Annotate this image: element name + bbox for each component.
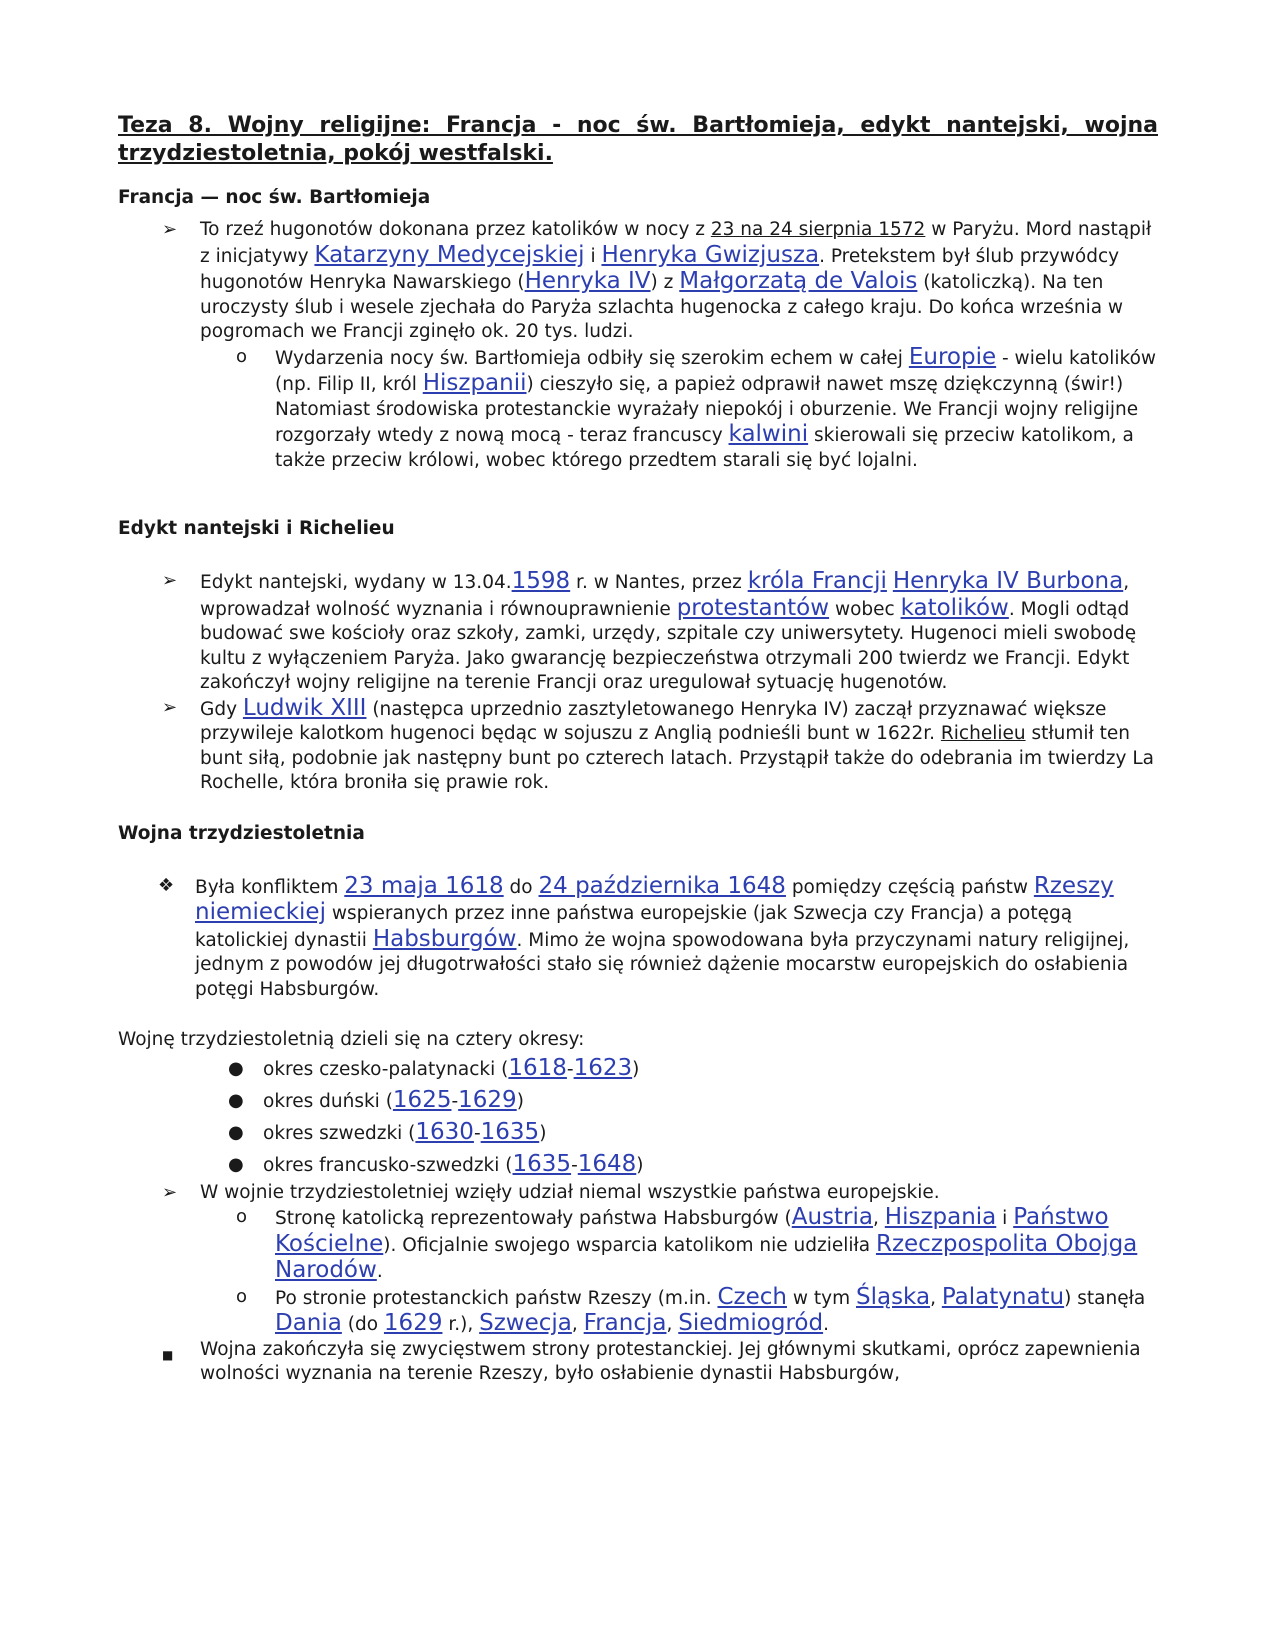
link-francja[interactable]: Francja xyxy=(583,1310,667,1336)
list-item: ➢ W wojnie trzydziestoletniej wzięły udział niemal wszystkie państwa europejskie. xyxy=(118,1181,1158,1206)
link-austria[interactable]: Austria xyxy=(791,1204,874,1230)
link-year-to[interactable]: 1648 xyxy=(577,1150,637,1177)
link-year-to[interactable]: 1629 xyxy=(458,1086,517,1113)
list-item: ➢ Gdy Ludwik XIII (następca uprzednio zasztyletowanego Henryka IV) zaczął przyznawać większe przywileje kalotkom hugenoci będąc w sojuszu z Anglią podnieśli bunt w 1622r. Richelieu stłumił ten bunt siłą, podobnie jak następny bunt po czterech latach. Przystąpił także do odebrania im twierdzy La Rochelle, która broniła się prawie rok. xyxy=(162,694,1154,793)
link-siedmiogrod[interactable]: Siedmiogród xyxy=(678,1310,824,1336)
link-rzeczpospolita[interactable]: Rzeczpospolita Obojga Narodów xyxy=(275,1230,1138,1283)
dot-bullet-icon: ● xyxy=(228,1057,244,1079)
link-year-from[interactable]: 1635 xyxy=(512,1150,572,1177)
dot-bullet-icon: ● xyxy=(228,1153,244,1175)
periods-intro: Wojnę trzydziestoletnią dzieli się na cztery okresy: xyxy=(118,1029,585,1050)
link-year-to[interactable]: 1635 xyxy=(480,1118,540,1145)
section-heading-edykt: Edykt nantejski i Richelieu xyxy=(118,518,395,539)
circle-bullet-icon: o xyxy=(236,1285,248,1307)
link-hiszpania-2[interactable]: Hiszpania xyxy=(884,1204,997,1230)
link-kalwini[interactable]: kalwini xyxy=(728,421,809,447)
list-item: ➢ To rzeź hugonotów dokonana przez katolików w nocy z 23 na 24 sierpnia 1572 w Paryżu. Mord nastąpił z inicjatywy Katarzyny Medycejskiej i Henryka Gwizjusza. Pretekstem był ślub przywódcy hugonotów Henryka Nawarskiego (Henryka IV) z Małgorzatą de Valois (katoliczką). Na ten uroczysty ślub i wesele zjechała do Paryża szlachta hugenocka z całego kraju. Do końca września w pogromach we Francji zginęło ok. 20 tys. ludzi. xyxy=(162,219,1152,342)
link-szwecja[interactable]: Szwecja xyxy=(479,1310,572,1336)
dot-bullet-icon: ● xyxy=(228,1121,244,1143)
link-gwizjusz[interactable]: Henryka Gwizjusza xyxy=(601,241,820,268)
link-1598[interactable]: 1598 xyxy=(511,568,571,594)
link-1629[interactable]: 1629 xyxy=(383,1310,443,1336)
document-page xyxy=(118,112,1158,1387)
star-bullet-icon: ❖ xyxy=(158,874,175,896)
square-bullet-icon: ■ xyxy=(162,1347,174,1362)
period-item: ● okres szwedzki (1630-1635) xyxy=(118,1117,1158,1149)
link-ludwik-xiii[interactable]: Ludwik XIII xyxy=(242,694,367,721)
section-heading-bartlomiej: Francja — noc św. Bartłomieja xyxy=(118,187,431,208)
arrow-bullet-icon: ➢ xyxy=(162,1181,178,1203)
section-heading-wojna: Wojna trzydziestoletnia xyxy=(118,822,365,844)
link-henryk-iv[interactable]: Henryka IV xyxy=(524,268,651,294)
periods-list xyxy=(118,1053,1158,1181)
link-24-pazdziernika-1648[interactable]: 24 października 1648 xyxy=(538,872,786,899)
link-katolicy[interactable]: katolików xyxy=(900,594,1009,621)
period-item: ● okres czesko-palatynacki (1618-1623) xyxy=(118,1053,1158,1085)
arrow-bullet-icon: ➢ xyxy=(162,570,178,591)
list-item: o Po stronie protestanckich państw Rzeszy (m.in. Czech w tym Śląska, Palatynatu) stanęła Dania (do 1629 r.), Szwecja, Francja, Siedmiogród. xyxy=(236,1283,1146,1336)
arrow-bullet-icon: ➢ xyxy=(162,696,178,718)
link-slask[interactable]: Śląska xyxy=(855,1283,931,1310)
link-europa[interactable]: Europie xyxy=(908,343,997,370)
list-item: ❖ Była konfliktem 23 maja 1618 do 24 października 1648 pomiędzy częścią państw Rzeszy niemieckiej wspieranych przez inne państwa europejskie (jak Szwecja czy Francja) a potęgą katolickiej dynastii Habsburgów. Mimo że wojna spowodowana była przyczynami natury religijnej, jednym z powodów jej długotrwałości stało się również dążenie mocarstw europejskich do osłabienia potęgi Habsburgów. xyxy=(158,872,1130,1000)
link-dania[interactable]: Dania xyxy=(275,1310,342,1336)
link-habsburgowie[interactable]: Habsburgów xyxy=(372,925,517,952)
circle-bullet-icon: o xyxy=(236,1206,248,1227)
link-katarzyna[interactable]: Katarzyny Medycejskiej xyxy=(314,241,585,268)
list-item: ➢ Edykt nantejski, wydany w 13.04.1598 r. w Nantes, przez króla Francji Henryka IV Burbona, wprowadzał wolność wyznania i równouprawnienie protestantów wobec katolików. Mogli odtąd budować swe kościoły oraz szkoły, zamki, urzędy, szpitale czy uniwersytety. Hugenoci mieli swobodę kultu z wyłączeniem Paryża. Jako gwarancję bezpieczeństwa otrzymali 200 twierdz we Francji. Edykt zakończył wojny religijne na terenie Francji oraz uregulował sytuację hugenotów. xyxy=(162,568,1137,693)
list-item: o Stronę katolicką reprezentowały państwa Habsburgów (Austria, Hiszpania i Państwo Kościelne). Oficjalnie swojego wsparcia katolikom nie udzieliła Rzeczpospolita Obojga Narodów. xyxy=(236,1204,1138,1283)
link-henryk-burbon[interactable]: Henryka IV Burbona xyxy=(892,568,1124,594)
dot-bullet-icon: ● xyxy=(228,1089,244,1111)
link-czechy[interactable]: Czech xyxy=(717,1283,787,1310)
link-rzesza[interactable]: Rzeszy niemieckiej xyxy=(195,872,1114,925)
link-year-from[interactable]: 1630 xyxy=(415,1118,474,1145)
period-item: ● okres francusko-szwedzki (1635-1648) xyxy=(118,1149,1158,1181)
link-year-from[interactable]: 1625 xyxy=(392,1086,452,1113)
link-hiszpania[interactable]: Hiszpanii xyxy=(422,370,527,396)
list-item: ■ Wojna zakończyła się zwycięstwem strony protestanckiej. Jej głównymi skutkami, oprócz zapewnienia wolności wyznania na terenie Rzeszy, było osłabienie dynastii Habsburgów, xyxy=(162,1338,1141,1384)
link-protestanci[interactable]: protestantów xyxy=(676,594,830,621)
link-year-to[interactable]: 1623 xyxy=(573,1054,633,1081)
link-malgorzata[interactable]: Małgorzatą de Valois xyxy=(679,268,918,294)
arrow-bullet-icon: ➢ xyxy=(162,219,178,240)
circle-bullet-icon: o xyxy=(236,345,248,367)
link-krol-francji[interactable]: króla Francji xyxy=(747,568,887,594)
link-year-from[interactable]: 1618 xyxy=(508,1054,567,1081)
list-item: o Wydarzenia nocy św. Bartłomieja odbiły się szerokim echem w całej Europie - wielu katolików (np. Filip II, król Hiszpanii) cieszyło się, a papież odprawił nawet mszę dziękczynną (świr!) Natomiast środowiska protestanckie wyrażały niepokój i oburzenie. We Francji wojny religijne rozgorzały wtedy z nową mocą - teraz francuscy kalwini skierowali się przeciw katolikom, a także przeciw królowi, wobec którego przedtem starali się być lojalni. xyxy=(236,343,1157,471)
page-title: Teza 8. Wojny religijne: Francja - noc św. Bartłomieja, edykt nantejski, wojna trzydziestoletnia, pokój westfalski. xyxy=(118,113,1158,166)
link-palatynat[interactable]: Palatynatu xyxy=(941,1283,1065,1310)
link-panstwo-koscielne[interactable]: Państwo Kościelne xyxy=(275,1204,1109,1257)
period-item: ● okres duński (1625-1629) xyxy=(118,1085,1158,1117)
link-23-maja-1618[interactable]: 23 maja 1618 xyxy=(344,872,504,899)
